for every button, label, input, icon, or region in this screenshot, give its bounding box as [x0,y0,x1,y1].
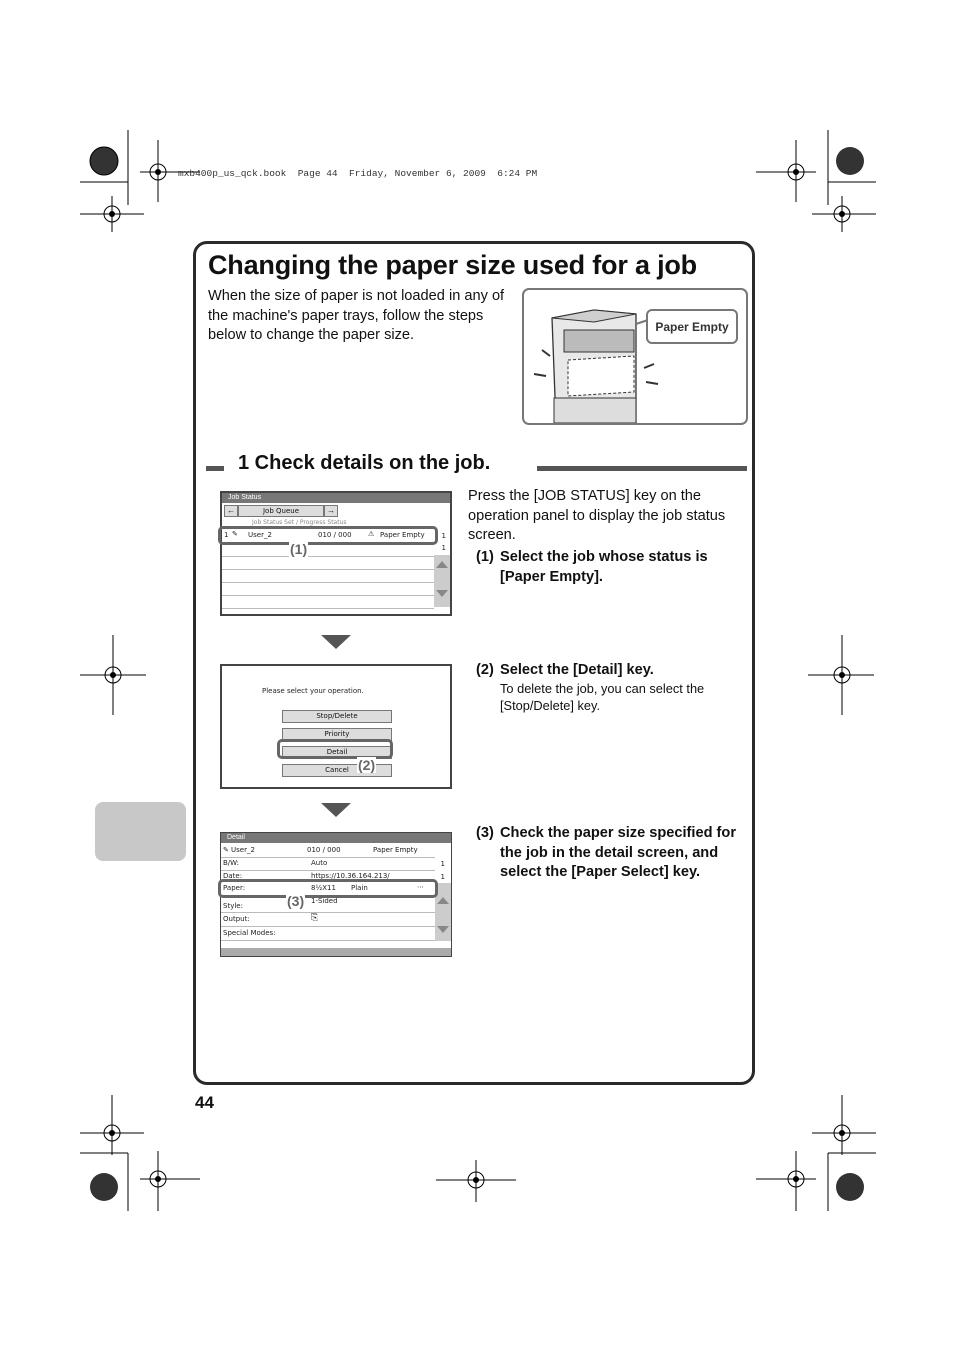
output-label: Output: [223,915,250,923]
date-value: https://10.36.164.213/ [311,872,390,880]
paper-type: Plain [351,884,368,892]
paper-select-button[interactable]: ⋯ [417,883,424,891]
detail-row-bw [221,857,435,871]
bw-label: B/W: [223,859,240,867]
detail-row-output [221,913,435,927]
job-row[interactable] [222,556,434,570]
job-row[interactable] [222,582,434,596]
callout-label-1: (1) [290,541,308,557]
operation-select-screen [220,664,452,789]
column-headers: Job Status Set / Progress Status [252,519,347,526]
row-sets: 010 / 000 [318,531,352,539]
highlight-paper-row [218,879,438,898]
registration-mark-mid-right [808,635,878,715]
page-total: 1 [440,873,445,881]
highlight-detail-button [277,739,393,759]
row-status: Paper Empty [380,531,425,539]
scanner-icon: ✎ [232,530,238,538]
page-current: 1 [441,532,446,540]
output-tray-icon: ⎘ [311,913,319,923]
down-arrow-icon [321,635,351,649]
row-index: 1 [224,531,229,539]
job-status-screen [220,491,452,616]
style-value: 1-Sided [311,897,338,905]
job-queue-tab[interactable]: Job Queue [238,505,324,517]
cancel-button[interactable]: Cancel [282,764,392,777]
instruction-3 [476,824,744,883]
instruction-2 [476,661,744,681]
page-total: 1 [441,544,446,552]
detail-status: Paper Empty [373,846,418,854]
scroll-down-icon[interactable] [436,590,448,597]
instruction-2-note: To delete the job, you can select the [Stop/Delete] key. [500,681,705,713]
bw-value: Auto [311,859,328,867]
callout-label-2: (2) [358,757,376,773]
registration-mark-mid-left [80,635,150,715]
chapter-side-tab [95,802,186,861]
job-row[interactable] [222,569,434,583]
screen-title: Job Status [222,493,450,503]
scroll-down-icon[interactable] [437,926,449,933]
detail-user: User_2 [231,846,255,854]
callout-label-3: (3) [287,893,305,909]
page-current: 1 [440,860,445,868]
registration-mark-top-left [80,130,200,260]
registration-mark-bottom-left [80,1095,200,1215]
print-header-line: mxb400p_us_qck.book Page 44 Friday, November 6, 2009 6:24 PM [178,168,538,179]
press-job-status-text: Press the [JOB STATUS] key on the operation panel to display the job status screen. [468,488,726,543]
job-row[interactable] [222,543,434,557]
scroll-up-icon[interactable] [437,897,449,904]
detail-row-special [221,927,435,941]
registration-mark-bottom-center [436,1160,516,1205]
screen-footer [221,948,451,956]
stop-delete-button[interactable]: Stop/Delete [282,710,392,723]
operation-prompt: Please select your operation. [262,687,364,695]
detail-button[interactable]: Detail [282,746,392,759]
date-label: Date: [223,872,243,880]
job-row[interactable] [222,595,434,609]
instruction-3-number: (3) [476,825,494,841]
style-label: Style: [223,902,243,910]
down-arrow-icon [321,803,351,817]
instruction-2-number: (2) [476,662,494,678]
special-modes-label: Special Modes: [223,929,276,937]
screen-title: Detail [221,833,451,843]
detail-sets: 010 / 000 [307,846,341,854]
right-arrow-icon[interactable]: → [324,505,338,517]
scroll-up-icon[interactable] [436,561,448,568]
instruction-2-text: Select the [Detail] key. [500,662,654,678]
scanner-icon: ✎ [223,846,229,854]
registration-mark-top-right [756,130,876,260]
step-bar-left [206,466,224,471]
step-heading: 1 Check details on the job. [238,452,491,474]
instruction-3-text: Check the paper size specified for the job in the detail screen, and select the [Paper Select] key. [500,825,737,880]
instruction-1 [476,548,744,587]
left-arrow-icon[interactable]: ← [224,505,238,517]
instruction-1-text: Select the job whose status is [Paper Empty]. [500,549,708,585]
alert-icon: ⚠ [368,530,375,538]
row-user: User_2 [248,531,272,539]
detail-row-job [221,844,435,858]
step-bar-right [537,466,747,471]
detail-row-style [221,896,435,913]
highlight-job-row [218,526,438,545]
instruction-1-number: (1) [476,549,494,565]
paper-label: Paper: [223,884,246,892]
paper-size: 8½X11 [311,884,336,892]
priority-button[interactable]: Priority [282,728,392,741]
registration-mark-bottom-right [756,1095,876,1215]
page-title: Changing the paper size used for a job [208,250,697,280]
paper-empty-callout: Paper Empty [646,309,738,344]
scrollbar[interactable] [434,555,450,607]
intro-text: When the size of paper is not loaded in any of the machine's paper trays, follow the steps below to change the paper size. [208,288,505,343]
page-number: 44 [195,1093,214,1112]
